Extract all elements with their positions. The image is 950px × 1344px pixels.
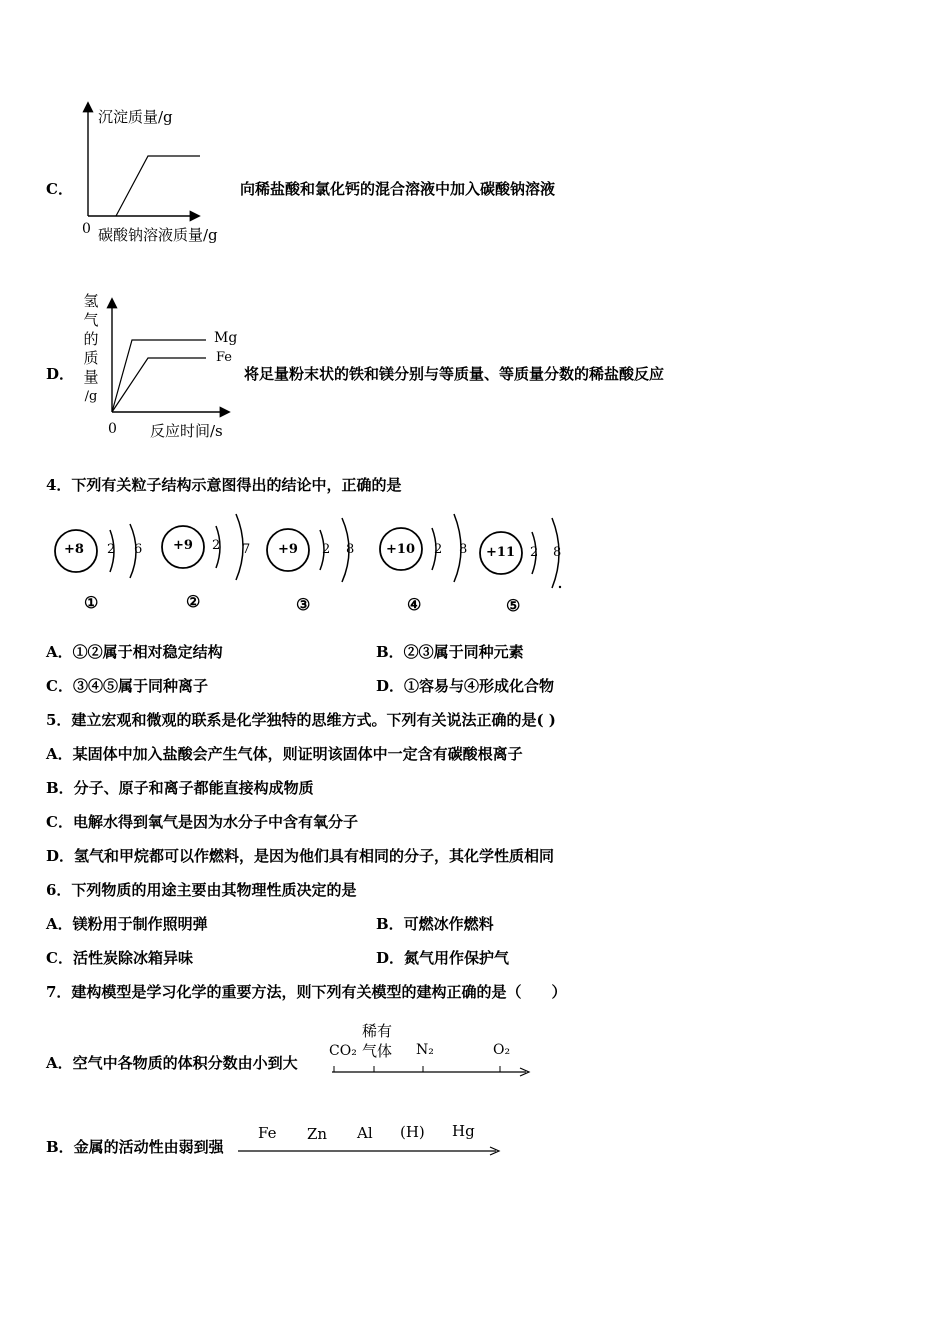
al-label: Al bbox=[357, 1124, 373, 1142]
option-c-label: C． bbox=[46, 180, 73, 198]
option-d-label: D． bbox=[46, 365, 75, 383]
particle-5-nucleus: +11 bbox=[486, 545, 515, 560]
fe-series-label: Fe bbox=[216, 350, 233, 365]
particle-5-mark: ⑤ bbox=[506, 596, 521, 615]
d-x-axis-label: 反应时间/s bbox=[150, 422, 223, 440]
metal-activity-axis bbox=[236, 1143, 502, 1159]
particle-4-shell-1: 2 bbox=[434, 542, 443, 557]
particle-1-shell-1: 2 bbox=[107, 542, 116, 557]
particle-3-mark: ③ bbox=[296, 595, 311, 614]
q4-option-d[interactable]: D．①容易与④形成化合物 bbox=[376, 677, 555, 695]
air-volume-axis bbox=[330, 1060, 535, 1080]
particle-3-shell-2: 8 bbox=[346, 542, 355, 557]
q6-option-a[interactable]: A．镁粉用于制作照明弹 bbox=[46, 915, 208, 933]
c-origin-label: 0 bbox=[82, 221, 91, 237]
q7-option-b-text: B．金属的活动性由弱到强 bbox=[46, 1138, 224, 1156]
particle-1-mark: ① bbox=[84, 593, 99, 612]
d-y-axis-label: 氢 气 的 质 量 /g bbox=[83, 292, 99, 404]
q4-option-b[interactable]: B．②③属于同种元素 bbox=[376, 643, 524, 661]
particle-3-nucleus: +9 bbox=[278, 542, 298, 557]
particle-4-mark: ④ bbox=[407, 595, 422, 614]
question-6-stem: 6．下列物质的用途主要由其物理性质决定的是 bbox=[46, 881, 357, 899]
fe-label: Fe bbox=[258, 1124, 277, 1142]
q5-option-a[interactable]: A．某固体中加入盐酸会产生气体，则证明该固体中一定含有碳酸根离子 bbox=[46, 745, 523, 763]
hg-label: Hg bbox=[452, 1122, 475, 1140]
q4-option-c[interactable]: C．③④⑤属于同种离子 bbox=[46, 677, 208, 695]
hydrogen-label: (H) bbox=[400, 1123, 425, 1141]
d-origin-label: 0 bbox=[108, 421, 117, 437]
particle-5-shell-1: 2 bbox=[530, 545, 539, 560]
q6-option-b[interactable]: B．可燃冰作燃料 bbox=[376, 915, 494, 933]
option-d-description: 将足量粉末状的铁和镁分别与等质量、等质量分数的稀盐酸反应 bbox=[244, 365, 665, 383]
q5-option-c[interactable]: C．电解水得到氧气是因为水分子中含有氧分子 bbox=[46, 813, 358, 831]
co2-label: CO₂ bbox=[329, 1043, 357, 1059]
option-c-description: 向稀盐酸和氯化钙的混合溶液中加入碳酸钠溶液 bbox=[240, 180, 556, 198]
question-4-stem: 4．下列有关粒子结构示意图得出的结论中，正确的是 bbox=[46, 476, 402, 494]
n2-label: N₂ bbox=[416, 1042, 434, 1058]
particle-2-mark: ② bbox=[186, 592, 201, 611]
q5-option-b[interactable]: B．分子、原子和离子都能直接构成物质 bbox=[46, 779, 314, 797]
c-y-axis-label: 沉淀质量/g bbox=[98, 108, 173, 126]
particle-5-shell-2: 8 bbox=[553, 545, 562, 560]
particle-4-nucleus: +10 bbox=[386, 542, 415, 557]
zn-label: Zn bbox=[307, 1125, 328, 1143]
q5-option-d[interactable]: D．氢气和甲烷都可以作燃料，是因为他们具有相同的分子，其化学性质相同 bbox=[46, 847, 555, 865]
q6-option-d[interactable]: D．氮气用作保护气 bbox=[376, 949, 510, 967]
q7-option-a-text: A．空气中各物质的体积分数由小到大 bbox=[46, 1054, 298, 1072]
question-7-stem: 7．建构模型是学习化学的重要方法，则下列有关模型的建构正确的是（ ） bbox=[46, 983, 567, 1001]
rare-gas-label-2: 气体 bbox=[362, 1042, 393, 1060]
particle-2-shell-2: 7 bbox=[242, 542, 251, 557]
hydrogen-mass-graph bbox=[104, 296, 234, 421]
particle-2-shell-1: 2 bbox=[212, 538, 221, 553]
particle-1-nucleus: +8 bbox=[64, 542, 84, 557]
c-x-axis-label: 碳酸钠溶液质量/g bbox=[98, 226, 218, 244]
particle-1-shell-2: 6 bbox=[134, 542, 143, 557]
question-5-stem: 5．建立宏观和微观的联系是化学独特的思维方式。下列有关说法正确的是( ) bbox=[46, 711, 556, 729]
q4-option-a[interactable]: A．①②属于相对稳定结构 bbox=[46, 643, 223, 661]
particle-3-shell-1: 2 bbox=[322, 542, 331, 557]
mg-curve bbox=[112, 340, 206, 412]
q6-option-c[interactable]: C．活性炭除冰箱异味 bbox=[46, 949, 193, 967]
o2-label: O₂ bbox=[493, 1042, 511, 1058]
mg-series-label: Mg bbox=[214, 330, 238, 346]
particle-2-nucleus: +9 bbox=[173, 538, 193, 553]
particle-4-shell-2: 8 bbox=[459, 542, 468, 557]
precipitate-curve bbox=[116, 156, 200, 216]
fe-curve bbox=[112, 358, 206, 412]
rare-gas-label-1: 稀有 bbox=[362, 1022, 393, 1040]
